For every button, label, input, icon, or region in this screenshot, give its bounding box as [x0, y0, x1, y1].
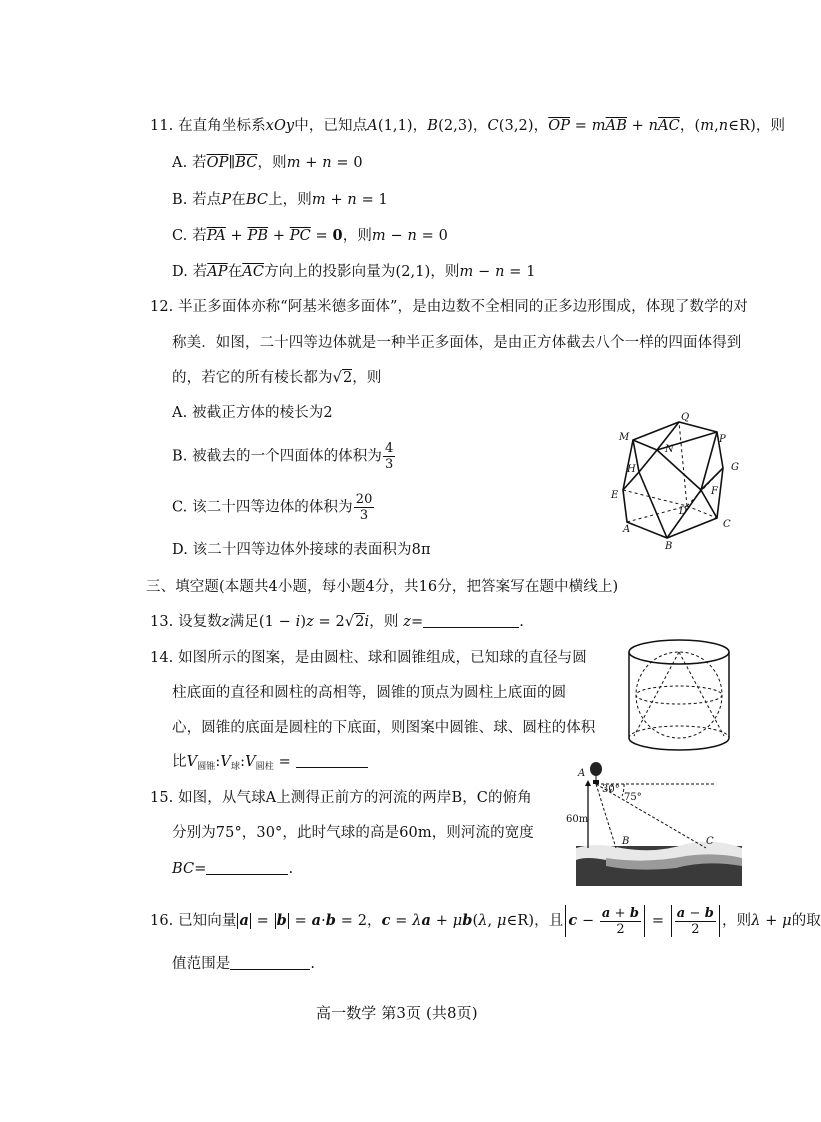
label-m: M	[619, 432, 630, 443]
label-n: N	[665, 444, 674, 455]
label-d: D	[679, 506, 688, 517]
section-3-heading: 三、填空题(本题共4小题，每小题4分，共16分，把答案写在题中横线上)	[146, 579, 619, 595]
label-c: C	[723, 519, 731, 530]
q15-bc-label: BC=	[172, 861, 207, 877]
q12-option-c: C. 该二十四等边体的体积为 $\frac{20}{3}$	[172, 492, 373, 523]
q12-line3: 的，若它的所有棱长都为√2，则	[172, 370, 382, 386]
label-height: 60m	[566, 814, 589, 825]
q11-option-a: A. 若$\overline{OP}\parallel\overline{BC}$，则m + n = 0	[172, 155, 363, 171]
q15-line2: 分别为75°，30°，此时气球的高是60m，则河流的宽度	[172, 825, 534, 841]
label-f: F	[711, 486, 718, 497]
q14-line1: 14. 如图所示的图案，是由圆柱、球和圆锥组成，已知球的直径与圆	[150, 650, 587, 666]
q13: 13. 设复数z满足(1 − i)z = 2√2i，则 z= .	[150, 614, 524, 630]
label-q: Q	[681, 412, 690, 423]
q15-line3: BC= .	[172, 861, 294, 877]
q12-line2: 称美．如图，二十四等边体就是一种半正多面体，是由正方体截去八个一样的四面体得到	[172, 335, 742, 351]
label-e: E	[611, 490, 619, 501]
cuboctahedron-figure	[605, 410, 745, 550]
q16-line1: 16. 已知向量 a = b = a·b = 2，c = λa + μb(λ, μ∈R)，且 c − $\frac{a + b}{2}$ = $\frac{a - b}{2}$ ，则λ + μ的取	[150, 905, 821, 937]
page-footer: 高一数学 第3页 (共8页)	[316, 1004, 478, 1022]
label-p: P	[719, 434, 726, 445]
q11-option-b: B. 若点P在BC上，则m + n = 1	[172, 192, 388, 208]
balloon-river-figure	[566, 762, 742, 886]
label-bank-b: B	[622, 836, 630, 847]
q11-option-d: D. 若$\overline{AP}$在$\overline{AC}$方向上的投影向量为(2,1)，则m − n = 1	[172, 264, 536, 280]
cylinder-sphere-cone-figure	[622, 636, 736, 754]
q14-line4: 比$V_{圆锥}:V_球:V_{圆柱}$ =	[172, 752, 368, 777]
label-h: H	[627, 464, 636, 475]
q12-option-d: D. 该二十四等边体外接球的表面积为8π	[172, 542, 431, 558]
label-75deg: 75°	[624, 792, 642, 803]
label-b: B	[665, 541, 673, 552]
q15-line1: 15. 如图，从气球A上测得正前方的河流的两岸B，C的俯角	[150, 790, 532, 806]
q16-range-label: 值范围是	[172, 956, 231, 972]
q12-option-b: B. 被截去的一个四面体的体积为 $\frac{4}{3}$	[172, 441, 394, 472]
label-30deg: 30°	[602, 784, 620, 795]
label-bank-c: C	[706, 836, 714, 847]
q12-line1: 12. 半正多面体亦称“阿基米德多面体”，是由边数不全相同的正多边形围成，体现了数学的对	[150, 299, 748, 315]
q11-stem: 11. 在直角坐标系xOy中，已知点A(1,1)，B(2,3)，C(3,2)，$\overline{OP} = m\overline{AB} + n\overline{AC}$，(m,n∈R)，则	[150, 118, 786, 134]
q16-line2: 值范围是 .	[172, 956, 316, 972]
label-a: A	[623, 524, 631, 535]
q14-line2: 柱底面的直径和圆柱的高相等，圆锥的顶点为圆柱上底面的圆	[172, 685, 567, 701]
label-g: G	[731, 462, 739, 473]
q11-option-c: C. 若$\overline{PA} + \overline{PB} + \overline{PC} = 0$，则m − n = 0	[172, 227, 448, 244]
q12-option-a: A. 被截正方体的棱长为2	[172, 405, 333, 421]
q14-line3: 心，圆锥的底面是圆柱的下底面，则图案中圆锥、球、圆柱的体积	[172, 720, 596, 736]
label-balloon-a: A	[578, 768, 586, 779]
